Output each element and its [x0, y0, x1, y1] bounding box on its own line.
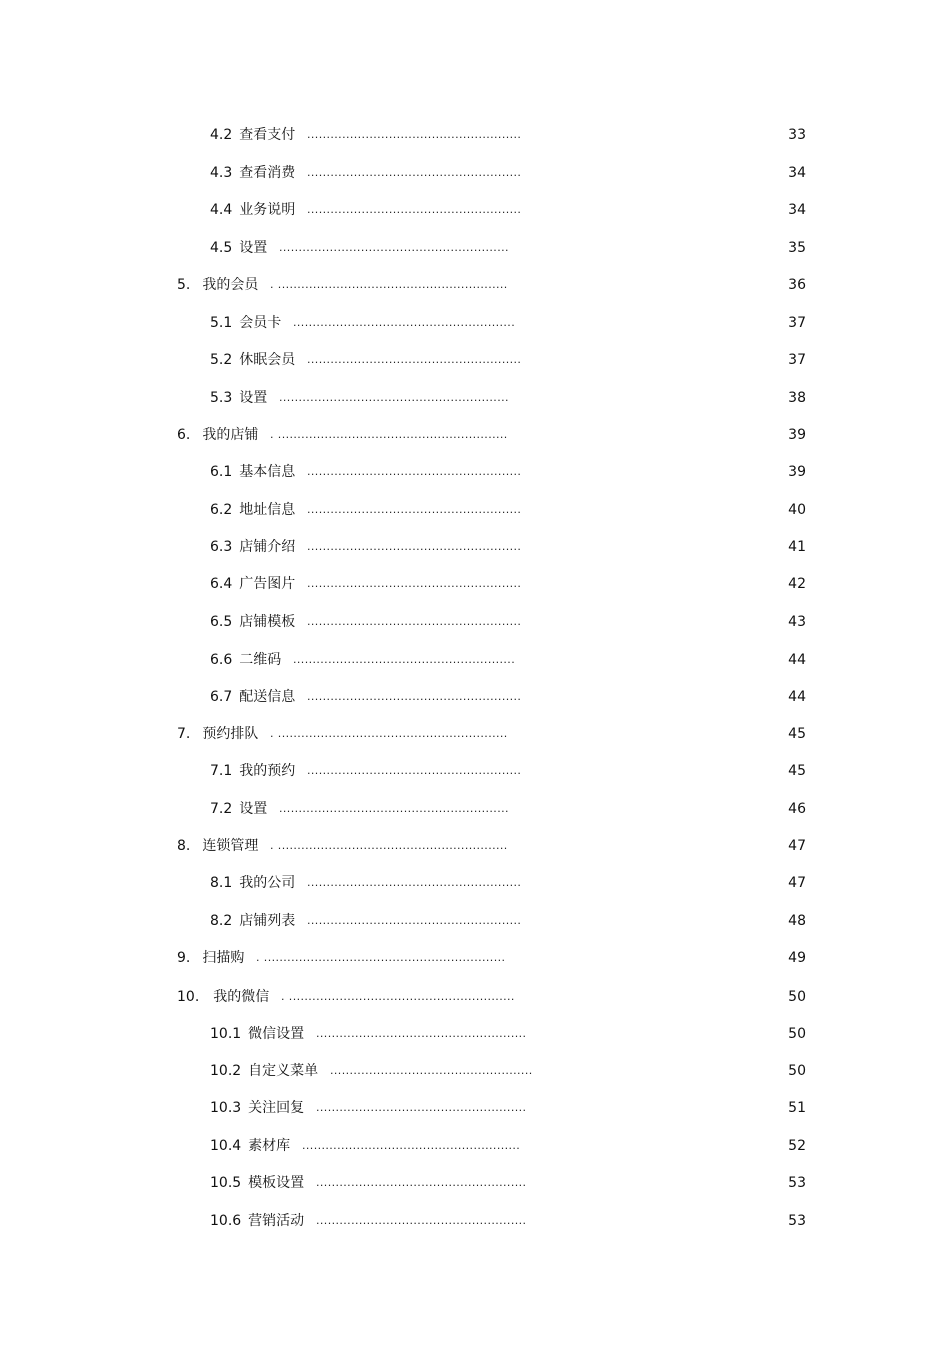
- toc-entry-number: 7.2: [210, 801, 233, 817]
- toc-entry-number: 10.: [177, 989, 200, 1005]
- toc-entry-label: [210, 611, 295, 633]
- toc-entry-label: [210, 162, 295, 184]
- toc-entry-page-number: 39: [788, 427, 806, 443]
- toc-entry-page-number: 34: [788, 165, 806, 181]
- toc-entry-leader: .......................................................: [307, 876, 522, 889]
- toc-entry-page-number: 50: [788, 1026, 806, 1042]
- toc-entry-leader: .......................................................: [307, 690, 522, 703]
- toc-entry-leader: .......................................................: [307, 353, 522, 366]
- toc-entry-label: [210, 1060, 318, 1082]
- toc-entry-title: 广告图片: [239, 576, 296, 592]
- toc-entry[interactable]: [0, 986, 950, 1008]
- toc-entry-number: 6.1: [210, 464, 233, 480]
- toc-entry-title: 自定义菜单: [248, 1063, 319, 1079]
- toc-entry[interactable]: [0, 1210, 950, 1232]
- toc-entry-title: 查看消费: [239, 165, 296, 181]
- toc-entry[interactable]: [0, 910, 950, 932]
- toc-entry-label: [210, 1172, 304, 1194]
- toc-entry-page-number: 39: [788, 464, 806, 480]
- toc-entry-number: 8.1: [210, 875, 233, 891]
- toc-entry-leader: . ...........................................................: [270, 278, 508, 291]
- toc-entry-title: 设置: [239, 390, 268, 406]
- toc-entry[interactable]: [0, 349, 950, 371]
- toc-entry-leader: .......................................................: [307, 128, 522, 141]
- toc-entry[interactable]: [0, 1023, 950, 1045]
- toc-entry-number: 6.5: [210, 614, 233, 630]
- toc-entry-label: [210, 349, 295, 371]
- toc-entry-number: 5.: [177, 277, 191, 293]
- toc-entry-number: 7.: [177, 726, 191, 742]
- toc-entry[interactable]: [0, 686, 950, 708]
- toc-entry-title: 模板设置: [248, 1175, 305, 1191]
- toc-entry-page-number: 49: [788, 950, 806, 966]
- toc-entry-label: [210, 536, 295, 558]
- toc-entry-label: [177, 723, 258, 745]
- toc-entry-label: [210, 1023, 304, 1045]
- toc-entry-page-number: 44: [788, 689, 806, 705]
- toc-entry[interactable]: [0, 124, 950, 146]
- toc-entry-page-number: 53: [788, 1175, 806, 1191]
- toc-entry[interactable]: [0, 536, 950, 558]
- toc-entry-title: 连锁管理: [202, 838, 259, 854]
- toc-entry[interactable]: [0, 947, 950, 969]
- toc-entry-leader: .........................................................: [293, 316, 516, 329]
- toc-entry-page-number: 47: [788, 875, 806, 891]
- toc-entry-label: [210, 461, 295, 483]
- toc-entry-title: 二维码: [239, 652, 282, 668]
- toc-entry-label: [210, 760, 295, 782]
- toc-entry-leader: ...........................................................: [279, 802, 509, 815]
- toc-entry-title: 店铺列表: [239, 913, 296, 929]
- toc-entry-page-number: 50: [788, 989, 806, 1005]
- toc-entry[interactable]: [0, 387, 950, 409]
- toc-entry-leader: . ..............................................................: [256, 951, 506, 964]
- toc-entry-page-number: 38: [788, 390, 806, 406]
- toc-entry-number: 6.: [177, 427, 191, 443]
- toc-entry-title: 微信设置: [248, 1026, 305, 1042]
- toc-entry-label: [210, 649, 281, 671]
- toc-entry-title: 配送信息: [239, 689, 296, 705]
- toc-entry-page-number: 37: [788, 352, 806, 368]
- toc-entry-page-number: 36: [788, 277, 806, 293]
- toc-entry-title: 设置: [239, 801, 268, 817]
- toc-entry-label: [210, 1135, 290, 1157]
- toc-entry-number: 4.5: [210, 240, 233, 256]
- toc-entry-page-number: 45: [788, 763, 806, 779]
- toc-entry-label: [210, 573, 295, 595]
- toc-entry-number: 6.7: [210, 689, 233, 705]
- toc-entry-title: 店铺介绍: [239, 539, 296, 555]
- toc-entry-label: [177, 986, 269, 1008]
- toc-entry-leader: ......................................................: [316, 1176, 527, 1189]
- toc-entry-page-number: 41: [788, 539, 806, 555]
- toc-entry-leader: ...........................................................: [279, 241, 509, 254]
- toc-entry[interactable]: [0, 835, 950, 857]
- toc-entry-page-number: 46: [788, 801, 806, 817]
- toc-entry-label: [210, 387, 267, 409]
- toc-entry-leader: ......................................................: [316, 1214, 527, 1227]
- toc-entry-number: 5.2: [210, 352, 233, 368]
- toc-entry-label: [210, 910, 295, 932]
- toc-entry-number: 6.2: [210, 502, 233, 518]
- toc-entry-number: 7.1: [210, 763, 233, 779]
- toc-entry[interactable]: [0, 461, 950, 483]
- toc-entry-page-number: 40: [788, 502, 806, 518]
- toc-entry-leader: .........................................................: [293, 653, 516, 666]
- toc-entry-number: 10.3: [210, 1100, 242, 1116]
- toc-entry[interactable]: [0, 1097, 950, 1119]
- toc-entry[interactable]: [0, 1060, 950, 1082]
- toc-entry-number: 4.4: [210, 202, 233, 218]
- toc-entry-leader: .......................................................: [307, 577, 522, 590]
- toc-entry-label: [177, 274, 258, 296]
- toc-entry-leader: .......................................................: [307, 203, 522, 216]
- toc-entry[interactable]: [0, 573, 950, 595]
- toc-entry-title: 店铺模板: [239, 614, 296, 630]
- toc-entry-title: 地址信息: [239, 502, 296, 518]
- toc-entry-number: 5.3: [210, 390, 233, 406]
- toc-entry-number: 5.1: [210, 315, 233, 331]
- toc-entry[interactable]: [0, 760, 950, 782]
- toc-entry-number: 4.2: [210, 127, 233, 143]
- toc-entry-title: 休眠会员: [239, 352, 296, 368]
- toc-entry-title: 查看支付: [239, 127, 296, 143]
- toc-entry-page-number: 35: [788, 240, 806, 256]
- toc-entry[interactable]: [0, 237, 950, 259]
- toc-entry-title: 我的微信: [213, 989, 270, 1005]
- toc-entry-title: 关注回复: [248, 1100, 305, 1116]
- toc-entry-number: 10.4: [210, 1138, 242, 1154]
- toc-entry[interactable]: [0, 162, 950, 184]
- toc-entry-page-number: 34: [788, 202, 806, 218]
- toc-entry-title: 基本信息: [239, 464, 296, 480]
- toc-entry-label: [210, 312, 281, 334]
- toc-entry-label: [210, 798, 267, 820]
- toc-entry-leader: .......................................................: [307, 540, 522, 553]
- toc-entry[interactable]: [0, 649, 950, 671]
- toc-entry[interactable]: [0, 798, 950, 820]
- toc-entry[interactable]: [0, 274, 950, 296]
- toc-entry-title: 我的预约: [239, 763, 296, 779]
- toc-entry-page-number: 42: [788, 576, 806, 592]
- toc-entry-title: 预约排队: [202, 726, 259, 742]
- toc-entry-page-number: 52: [788, 1138, 806, 1154]
- toc-entry[interactable]: [0, 1135, 950, 1157]
- toc-entry-title: 我的会员: [202, 277, 259, 293]
- toc-entry-page-number: 37: [788, 315, 806, 331]
- toc-entry-leader: . ...........................................................: [270, 839, 508, 852]
- toc-entry-number: 8.: [177, 838, 191, 854]
- toc-entry-number: 6.3: [210, 539, 233, 555]
- toc-entry-number: 10.6: [210, 1213, 242, 1229]
- toc-entry-title: 扫描购: [202, 950, 245, 966]
- toc-entry[interactable]: [0, 1172, 950, 1194]
- toc-entry[interactable]: [0, 872, 950, 894]
- toc-entry-page-number: 44: [788, 652, 806, 668]
- toc-entry-page-number: 47: [788, 838, 806, 854]
- toc-entry-number: 6.6: [210, 652, 233, 668]
- toc-entry-page-number: 33: [788, 127, 806, 143]
- toc-entry-leader: . ...........................................................: [270, 727, 508, 740]
- toc-entry-label: [177, 424, 258, 446]
- toc-entry-leader: . ...........................................................: [270, 428, 508, 441]
- toc-entry-number: 10.2: [210, 1063, 242, 1079]
- toc-entry-label: [210, 1210, 304, 1232]
- toc-entry-number: 10.5: [210, 1175, 242, 1191]
- toc-entry-leader: .......................................................: [307, 166, 522, 179]
- toc-entry-label: [210, 1097, 304, 1119]
- toc-entry-number: 10.1: [210, 1026, 242, 1042]
- toc-entry-leader: .......................................................: [307, 615, 522, 628]
- toc-entry-title: 业务说明: [239, 202, 296, 218]
- toc-entry-page-number: 53: [788, 1213, 806, 1229]
- toc-entry[interactable]: [0, 499, 950, 521]
- toc-entry-leader: ....................................................: [330, 1064, 533, 1077]
- toc-entry-leader: ........................................................: [302, 1139, 521, 1152]
- toc-entry-label: [177, 947, 244, 969]
- toc-entry-number: 9.: [177, 950, 191, 966]
- toc-entry-label: [210, 199, 295, 221]
- toc-entry-leader: ......................................................: [316, 1101, 527, 1114]
- toc-entry-title: 我的公司: [239, 875, 296, 891]
- toc-entry-number: 6.4: [210, 576, 233, 592]
- toc-entry-label: [177, 835, 258, 857]
- toc-entry[interactable]: [0, 312, 950, 334]
- toc-entry-leader: ...........................................................: [279, 391, 509, 404]
- toc-entry-page-number: 45: [788, 726, 806, 742]
- toc-entry-title: 我的店铺: [202, 427, 259, 443]
- toc-entry-title: 素材库: [248, 1138, 291, 1154]
- toc-entry-label: [210, 237, 267, 259]
- toc-entry-number: 8.2: [210, 913, 233, 929]
- toc-entry-title: 会员卡: [239, 315, 282, 331]
- toc-entry-title: 营销活动: [248, 1213, 305, 1229]
- toc-entry-label: [210, 499, 295, 521]
- toc-entry-number: 4.3: [210, 165, 233, 181]
- toc-entry[interactable]: [0, 611, 950, 633]
- toc-entry-leader: .......................................................: [307, 503, 522, 516]
- toc-entry-leader: .......................................................: [307, 465, 522, 478]
- toc-entry-leader: ......................................................: [316, 1027, 527, 1040]
- toc-entry-leader: . ..........................................................: [281, 990, 515, 1003]
- toc-entry-page-number: 51: [788, 1100, 806, 1116]
- toc-entry[interactable]: [0, 199, 950, 221]
- toc-entry[interactable]: [0, 723, 950, 745]
- toc-entry-label: [210, 124, 295, 146]
- toc-entry[interactable]: [0, 424, 950, 446]
- toc-entry-page-number: 48: [788, 913, 806, 929]
- toc-entry-page-number: 50: [788, 1063, 806, 1079]
- toc-entry-label: [210, 872, 295, 894]
- toc-entry-page-number: 43: [788, 614, 806, 630]
- toc-entry-label: [210, 686, 295, 708]
- toc-entry-title: 设置: [239, 240, 268, 256]
- toc-entry-leader: .......................................................: [307, 764, 522, 777]
- toc-entry-leader: .......................................................: [307, 914, 522, 927]
